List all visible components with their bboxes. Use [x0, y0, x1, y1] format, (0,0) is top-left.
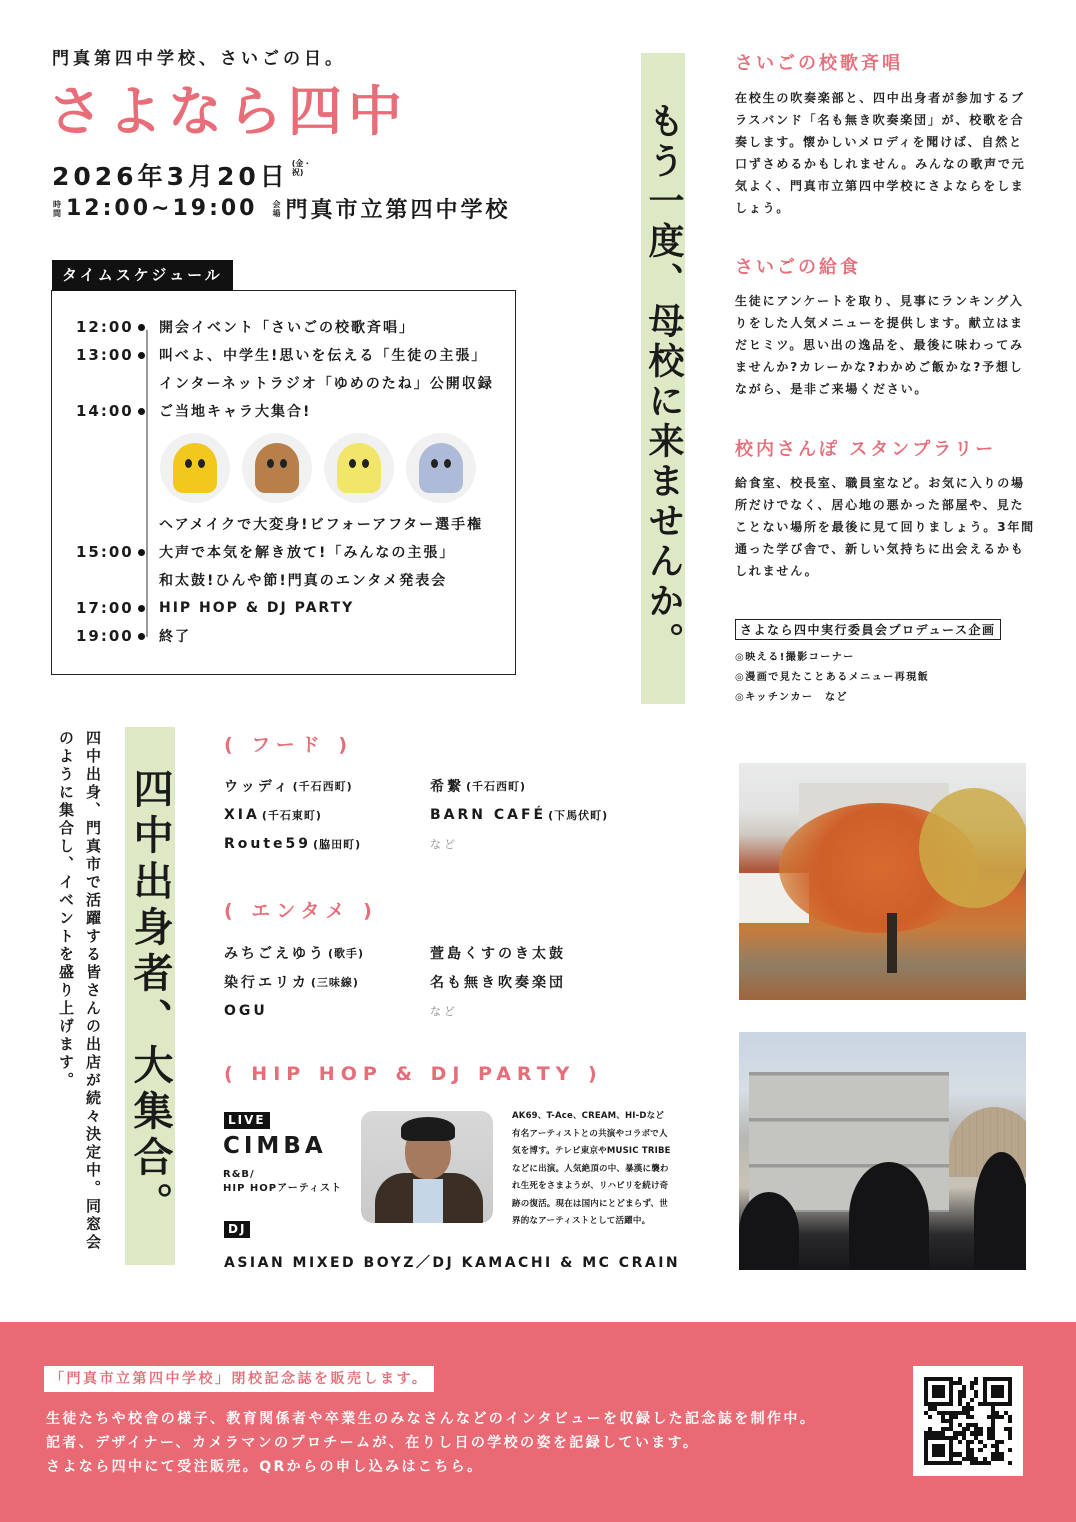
event-date	[52, 157, 312, 193]
timeline-dot-icon	[138, 324, 145, 331]
event-time-venue	[52, 193, 511, 224]
qr-code-icon[interactable]	[913, 1366, 1023, 1476]
artist-name: CIMBA	[223, 1133, 327, 1159]
entame-item: みちごえゆう (歌手)	[224, 945, 365, 962]
entame-item: 萱島くすのき太鼓	[430, 945, 566, 962]
day-of-week: (金・祝)	[291, 159, 312, 177]
magazine-body: 生徒たちや校舎の様子、教育関係者や卒業生のみなさんなどのインタビューを収録した記念誌を制作中。 記者、デザイナー、カメラマンのプロチームが、在りし日の学校の姿を記録しています。 さよなら四中にて受注販売。QRからの申し込みはこちら。	[46, 1411, 817, 1475]
kicker-text: 門真第四中学校、さいごの日。	[52, 49, 346, 69]
artist-genre: R&B/ HIP HOPアーティスト	[223, 1169, 342, 1194]
brown-fox-mascot-icon	[242, 433, 312, 503]
produce-title: さよなら四中実行委員会プロデュース企画	[735, 619, 1001, 640]
venue-text: 門真市立第四中学校	[285, 198, 511, 223]
schedule-row	[76, 566, 447, 594]
alumni-description: 四中出身、門真市で活躍する皆さんの出店が続々決定中。同窓会のように集合し、イベントを盛り上げます。	[57, 730, 102, 1252]
food-item: XIA (千石東町)	[224, 806, 322, 823]
schedule-row	[76, 594, 354, 622]
date-text: 2026年3月20日	[52, 162, 289, 191]
venue-label: 会場	[272, 199, 281, 218]
schedule-time: 19:00	[76, 627, 134, 645]
schedule-text: インターネットラジオ「ゆめのたね」公開収録	[159, 376, 494, 392]
schedule-text: 開会イベント「さいごの校歌斉唱」	[159, 320, 415, 336]
schedule-row	[76, 510, 483, 538]
schedule-row	[76, 538, 455, 566]
schedule-text: HIP HOP & DJ PARTY	[159, 600, 355, 616]
schedule-text: ご当地キャラ大集合!	[159, 404, 312, 420]
food-list	[224, 771, 650, 858]
schedule-time: 15:00	[76, 543, 134, 561]
mascot-list	[160, 433, 476, 503]
blue-dog-mascot-icon	[406, 433, 476, 503]
food-item: BARN CAFÉ (下馬伏町)	[430, 806, 609, 823]
section-body-anthem: 在校生の吹奏楽部と、四中出身者が参加するブラスバンド「名も無き吹奏楽団」が、校歌を合奏します。懐かしいメロディを聞けば、自然と口ずさめるかもしれません。みんなの歌声で元気よく、門真市立第四中学校にさよならをしましょう。	[735, 91, 1026, 215]
produce-item: ◎映える!撮影コーナー	[735, 652, 855, 663]
live-tag: LIVE	[224, 1112, 270, 1129]
party-title: ( HIP HOP & DJ PARTY )	[224, 1063, 603, 1085]
schedule-text: 和太鼓!ひんや節!門真のエンタメ発表会	[159, 573, 448, 589]
yellow-mascot-icon	[160, 433, 230, 503]
entame-item-etc: など	[430, 1004, 458, 1018]
timeline-dot-icon	[138, 352, 145, 359]
time-text: 12:00~19:00	[66, 196, 258, 221]
schedule-text: ヘアメイクで大変身!ビフォーアフター選手権	[159, 517, 484, 533]
schedule-row	[76, 369, 494, 397]
dj-names: ASIAN MIXED BOYZ／DJ KAMACHI & MC CRAIN	[224, 1255, 681, 1271]
schedule-text: 叫べよ、中学生!思いを伝える「生徒の主張」	[159, 348, 488, 364]
artist-bio: AK69、T-Ace、CREAM、HI-Dなど有名アーティストとの共演やコラボで人気を博す。テレビ東京やMUSIC TRIBEなどに出演。人気絶頂の中、暴漢に襲われ生死をさまようが、リハビリを続け奇跡の復活。現在は国内にとどまらず、世界的なアーティストとして活躍中。	[512, 1111, 671, 1226]
food-item-etc: など	[430, 837, 458, 851]
schedule-row	[76, 341, 487, 369]
section-body-stamp-rally: 給食室、校長室、職員室など。お気に入りの場所だけでなく、居心地の悪かった部屋や、見たことない場所を最後に見て回りましょう。3年間通った学び舎で、新しい気持ちに出会えるかもしれません。	[735, 476, 1035, 578]
produce-item: ◎キッチンカー など	[735, 692, 849, 703]
produce-item: ◎漫画で見たことあるメニュー再現飯	[735, 672, 930, 683]
alumni-catch: 四中出身者、大集合。	[125, 727, 175, 1265]
timeline-dot-icon	[138, 408, 145, 415]
schedule-text: 大声で本気を解き放て!「みんなの主張」	[159, 545, 456, 561]
magazine-tag: 「門真市立第四中学校」閉校記念誌を販売します。	[44, 1366, 434, 1392]
schedule-text: 終了	[159, 629, 191, 645]
schedule-time: 14:00	[76, 402, 134, 420]
entame-item: OGU	[224, 1002, 268, 1019]
section-title-stamp-rally: 校内さんぽ スタンプラリー	[735, 439, 997, 460]
school-building-photo	[739, 1032, 1026, 1270]
timeline-dot-icon	[138, 605, 145, 612]
food-item: 希繋 (千石西町)	[430, 778, 527, 795]
schedule-tab: タイムスケジュール	[52, 260, 233, 291]
entame-title: ( エンタメ )	[224, 900, 378, 922]
catch-copy: もう一度、母校に来ませんか。	[641, 53, 685, 704]
produce-list	[735, 648, 929, 708]
artist-photo	[361, 1111, 493, 1223]
section-body-lunch: 生徒にアンケートを取り、見事にランキング入りをした人気メニューを提供します。献立はまだヒミツ。思い出の逸品を、最後に味わってみませんか?カレーかな?わかめご飯かな?予想しながら、是非ご来場ください。	[735, 294, 1024, 396]
schedule-time: 13:00	[76, 346, 134, 364]
section-title-lunch: さいごの給食	[735, 257, 861, 278]
page-title: さよなら四中	[48, 80, 408, 143]
food-item: Route59 (脇田町)	[224, 835, 362, 852]
food-item: ウッディ (千石西町)	[224, 778, 353, 795]
section-title-anthem: さいごの校歌斉唱	[735, 53, 903, 74]
food-title: ( フード )	[224, 734, 354, 756]
schedule-time: 17:00	[76, 599, 134, 617]
schedule-row	[76, 313, 415, 341]
entame-list	[224, 938, 650, 1025]
schedule-row	[76, 622, 191, 650]
entame-item: 名も無き吹奏楽団	[430, 974, 566, 991]
timeline-dot-icon	[138, 549, 145, 556]
schedule-row	[76, 397, 311, 425]
dj-tag: DJ	[224, 1221, 250, 1238]
autumn-tree-photo	[739, 763, 1026, 1000]
entame-item: 染行エリカ (三味線)	[224, 974, 359, 991]
schedule-time: 12:00	[76, 318, 134, 336]
timeline-dot-icon	[138, 633, 145, 640]
yellow-cat-mascot-icon	[324, 433, 394, 503]
time-label: 時間	[53, 199, 61, 218]
